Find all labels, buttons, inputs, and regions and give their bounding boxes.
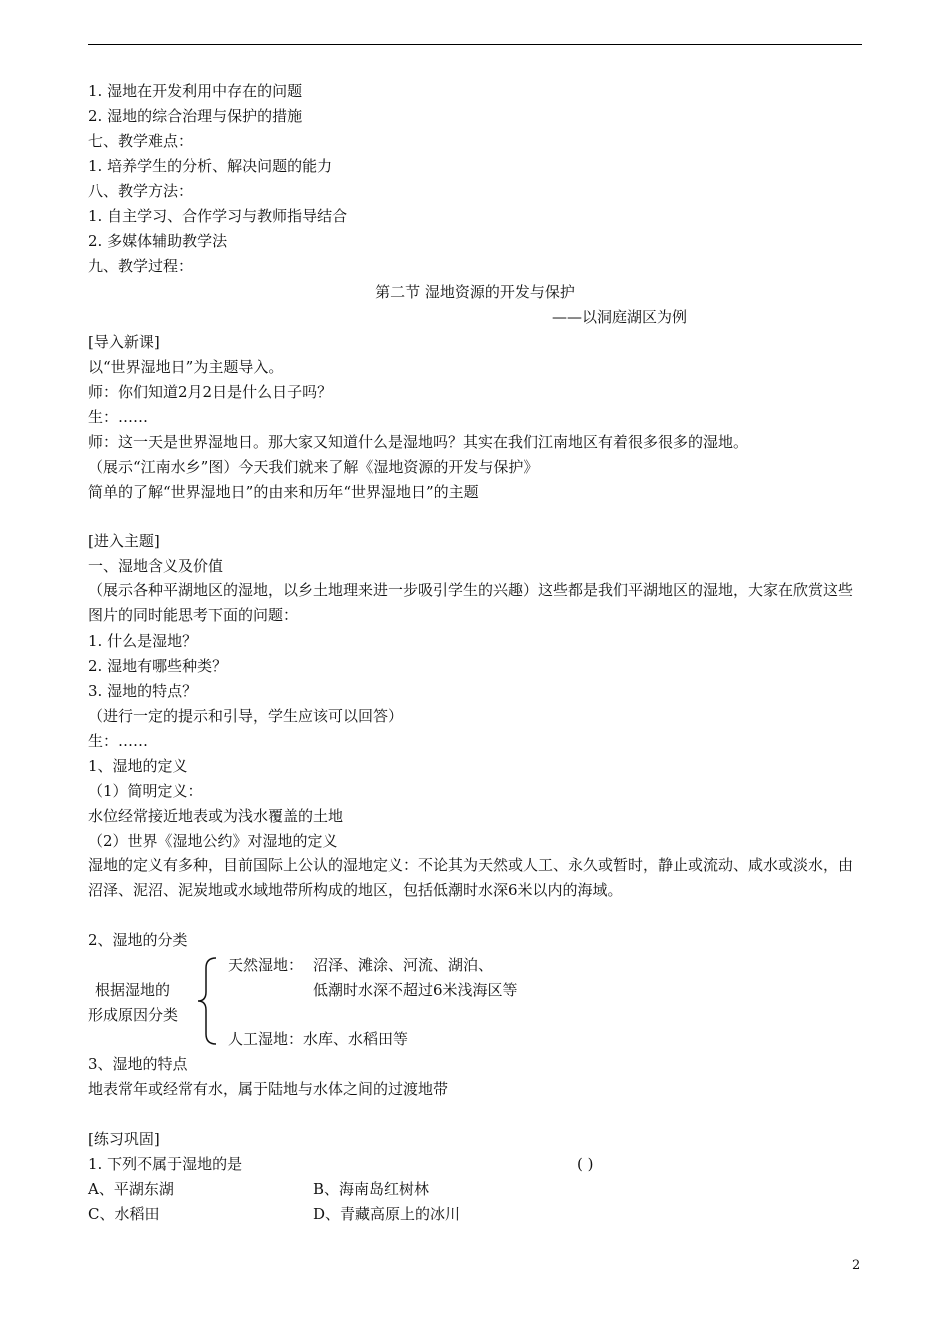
bracket-heading: [导入新课]	[88, 333, 160, 351]
subsection-heading: （1）简明定义：	[88, 782, 203, 800]
option-c: C、水稻田	[88, 1205, 160, 1223]
natural-wetland-label: 天然湿地：	[228, 956, 304, 974]
page-number: 2	[852, 1258, 861, 1273]
answer-blank: ( )	[577, 1155, 594, 1173]
natural-wetland-items: 低潮时水深不超过6米浅海区等	[313, 981, 518, 999]
question: 1. 下列不属于湿地的是	[88, 1155, 243, 1173]
curly-brace-icon	[196, 956, 220, 1046]
classification-label: 根据湿地的	[95, 981, 171, 999]
paragraph-line: 简单的了解“世界湿地日”的由来和历年“世界湿地日”的主题	[88, 483, 479, 501]
section-title: 第二节 湿地资源的开发与保护	[375, 283, 575, 301]
section-heading: 九、教学过程：	[88, 257, 194, 275]
dialogue-line: 师：你们知道2月2日是什么日子吗？	[88, 383, 333, 401]
list-item: 2. 多媒体辅助教学法	[88, 232, 228, 250]
paragraph-line: （展示“江南水乡”图）今天我们就来了解《湿地资源的开发与保护》	[88, 458, 539, 476]
subsection-heading: 1、湿地的定义	[88, 757, 188, 775]
list-item: 1. 什么是湿地？	[88, 632, 198, 650]
artificial-wetland: 人工湿地：水库、水稻田等	[228, 1030, 409, 1048]
paragraph-line: 地表常年或经常有水，属于陆地与水体之间的过渡地带	[88, 1080, 449, 1098]
header-rule	[88, 44, 862, 45]
natural-wetland-items: 沼泽、滩涂、河流、湖泊、	[313, 956, 494, 974]
bracket-heading: [进入主题]	[88, 532, 160, 550]
subsection-heading: （2）世界《湿地公约》对湿地的定义	[88, 832, 338, 850]
paragraph: 湿地的定义有多种，目前国际上公认的湿地定义：不论其为天然或人工、永久或暂时，静止或流动、咸水或淡水，由沼泽、泥沼、泥炭地或水域地带所构成的地区，包括低潮时水深6米以内的海域。	[88, 856, 854, 899]
classification-label: 形成原因分类	[88, 1006, 179, 1024]
dialogue-line: 生：……	[88, 408, 149, 426]
subsection-heading: 3、湿地的特点	[88, 1055, 188, 1073]
paragraph: （展示各种平湖地区的湿地，以乡土地理来进一步吸引学生的兴趣）这些都是我们平湖地区的湿地，大家在欣赏这些图片的同时能思考下面的问题：	[88, 581, 854, 624]
list-item: 2. 湿地的综合治理与保护的措施	[88, 107, 303, 125]
option-b: B、海南岛红树林	[313, 1180, 430, 1198]
paragraph-line: 以“世界湿地日”为主题导入。	[88, 358, 284, 376]
paragraph-line: 水位经常接近地表或为浅水覆盖的土地	[88, 807, 344, 825]
list-item: 1. 自主学习、合作学习与教师指导结合	[88, 207, 348, 225]
list-item: 3. 湿地的特点？	[88, 682, 198, 700]
section-heading: 八、教学方法：	[88, 182, 194, 200]
subsection-heading: 2、湿地的分类	[88, 931, 188, 949]
bracket-heading: [练习巩固]	[88, 1130, 160, 1148]
section-subtitle: ——以洞庭湖区为例	[552, 308, 688, 326]
list-item: 1. 培养学生的分析、解决问题的能力	[88, 157, 333, 175]
option-d: D、青藏高原上的冰川	[313, 1205, 461, 1223]
list-item: 1. 湿地在开发利用中存在的问题	[88, 82, 303, 100]
option-a: A、平湖东湖	[88, 1180, 174, 1198]
list-item: 2. 湿地有哪些种类？	[88, 657, 228, 675]
section-heading: 七、教学难点：	[88, 132, 194, 150]
dialogue-line: 师：这一天是世界湿地日。那大家又知道什么是湿地吗？其实在我们江南地区有着很多很多的湿地。	[88, 433, 749, 451]
paragraph-line: （进行一定的提示和引导，学生应该可以回答）	[88, 707, 404, 725]
dialogue-line: 生：……	[88, 732, 149, 750]
section-heading: 一、湿地含义及价值	[88, 557, 224, 575]
